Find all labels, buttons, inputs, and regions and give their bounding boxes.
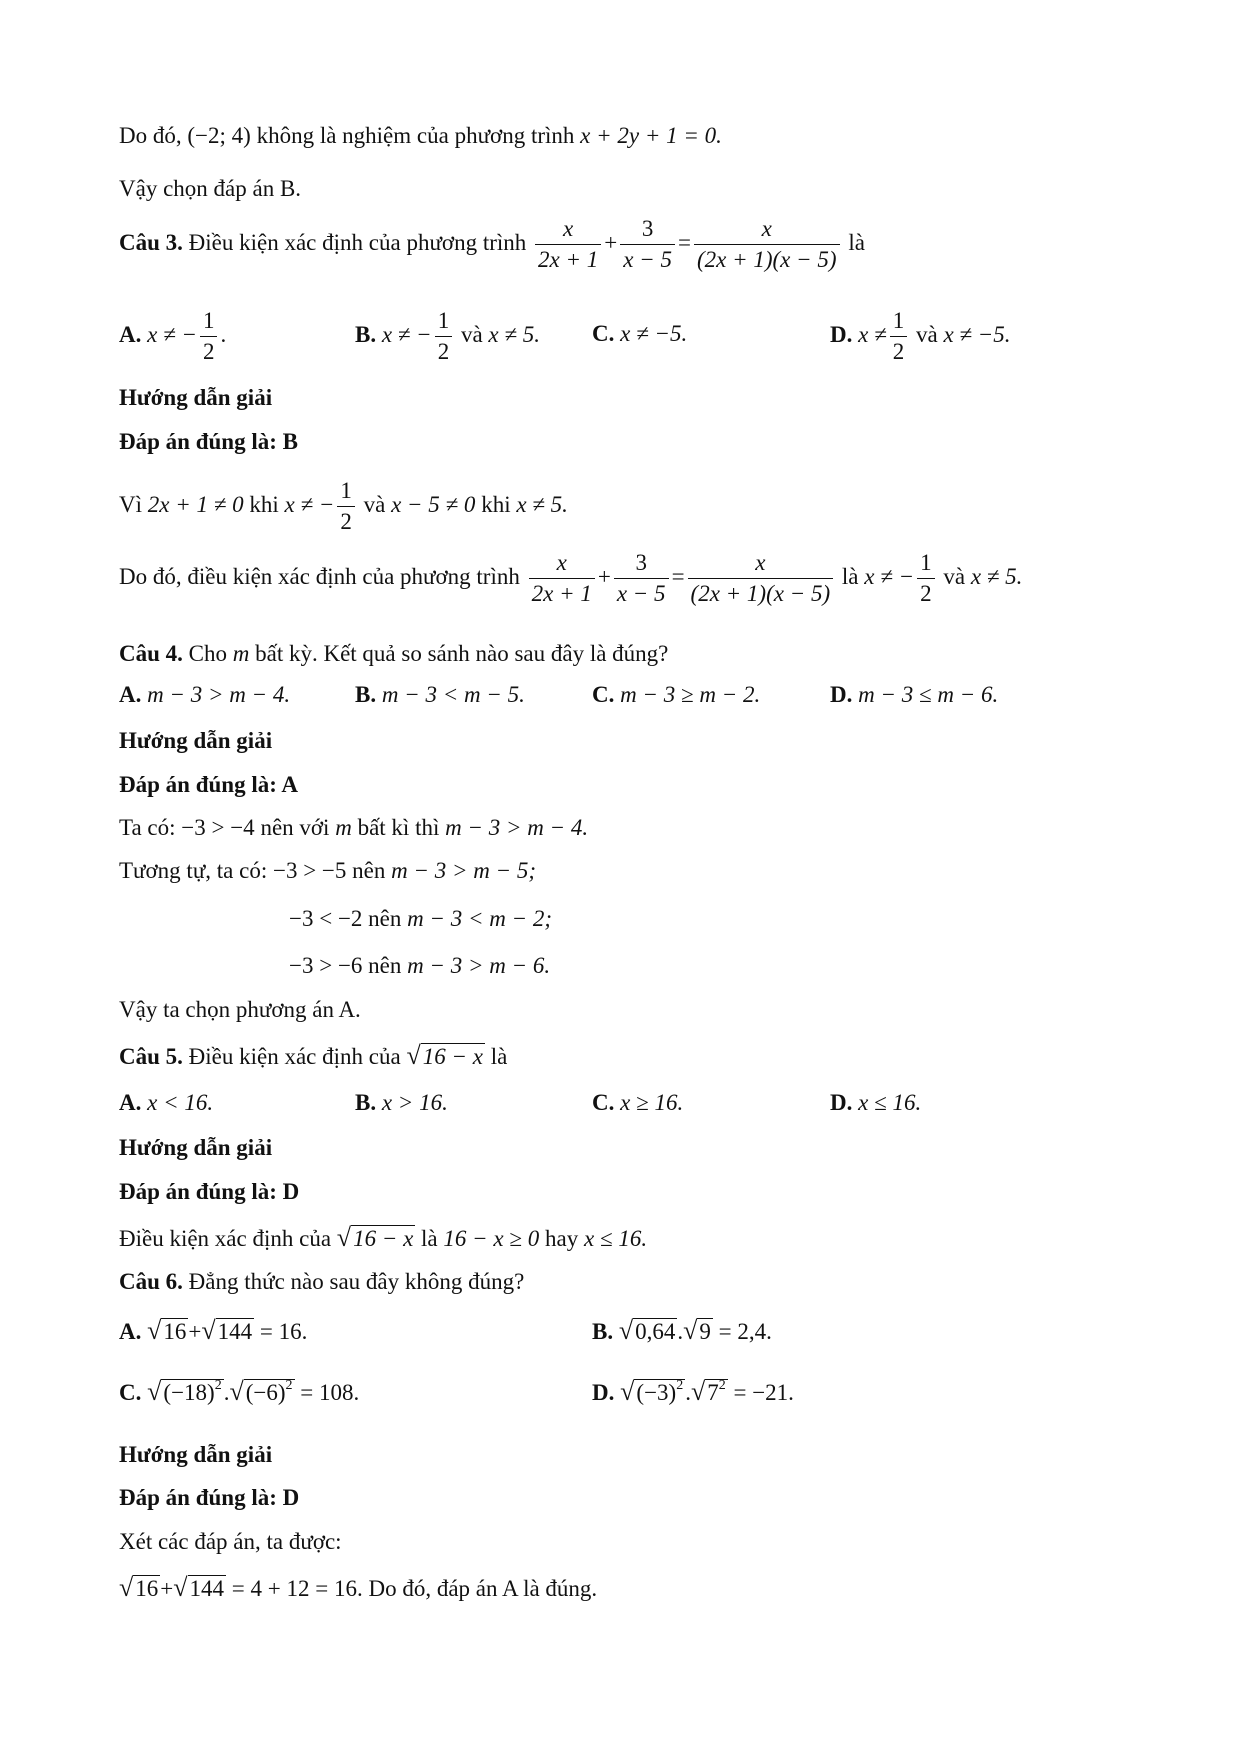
radicand: 144 [217,1319,253,1344]
math: m − 3 > m − 5; [391,858,537,883]
option-d [592,1377,794,1407]
operator: + [160,1576,174,1601]
text: Điều kiện xác định của [188,1044,401,1069]
numerator: 3 [635,550,647,575]
math: m − 3 > m − 4. [147,682,291,707]
math: x > 16. [381,1090,448,1115]
fraction [688,548,834,609]
denominator: 2 [917,578,935,609]
fraction [917,548,935,609]
math: = 2,4. [718,1319,772,1344]
denominator: (2x + 1)(x − 5) [694,244,840,275]
solution-line [119,548,1022,609]
square-root: √9 [683,1316,711,1345]
option-c [592,321,687,347]
solution-line [119,476,568,537]
solution-line [119,1223,647,1254]
option-a [119,1316,307,1346]
math: x ≠ −5. [620,321,688,346]
numerator: 1 [920,550,932,575]
option-label: B. [355,1090,377,1115]
operator: . [685,1380,691,1405]
operator: + [604,229,618,255]
option-label: A. [119,1090,142,1115]
square-root: √144 [173,1573,225,1602]
math: = −21. [733,1380,794,1405]
question-label: Câu 4. [119,641,183,666]
option-label: D. [830,682,853,707]
math: 2x + 1 ≠ 0 [147,491,244,517]
option-d [830,682,998,708]
text: hay [545,1226,579,1251]
option-label: C. [119,1380,142,1405]
square-root: $√7^2$ [690,1377,726,1406]
text-line: Vậy ta chọn phương án A. [119,997,361,1022]
solution-line [119,813,588,843]
math: x ≤ 16. [858,1090,922,1115]
text: Ta có: [119,815,176,840]
option-a [119,306,226,367]
radicand: 16 − x [353,1226,414,1251]
numerator: 1 [437,308,450,333]
fraction [890,306,908,367]
text: không là nghiệm của phương trình [256,123,575,148]
operator: = [677,229,691,255]
math: x ≠ − [381,321,432,347]
numerator: x [556,550,567,575]
option-b [355,1090,448,1116]
answer-line: Đáp án đúng là: D [119,1179,300,1204]
math: −3 < −2 [289,906,363,931]
option-label: D. [830,321,853,347]
denominator: x − 5 [620,244,675,275]
math: m [335,815,352,840]
numerator: 1 [202,308,215,333]
math: m − 3 < m − 2; [407,906,553,931]
denominator: 2 [337,506,355,537]
math: x ≠ 5. [488,321,541,347]
math: −3 > −5 [272,858,347,883]
option-b [592,1316,772,1346]
numerator: x [563,216,574,241]
text: Tương tự, ta có: [119,858,268,883]
radicand: 0,64 [635,1319,676,1344]
fraction [620,214,675,275]
square-root: √0,64 [618,1316,676,1345]
fraction [435,306,453,367]
option-label: C. [592,1090,615,1115]
operator: . [223,1380,230,1405]
text: Điều kiện xác định của [119,1226,332,1251]
text: là [421,1226,438,1251]
numerator: 1 [340,478,352,503]
numerator: 3 [641,216,654,241]
math: x ≠ − [147,321,197,347]
radicand: (−18) [163,1380,215,1405]
option-label: A. [119,682,142,707]
operator: + [597,563,611,589]
option-label: C. [592,682,615,707]
solution-heading: Hướng dẫn giải [119,385,273,410]
math: m − 3 > m − 6. [407,953,551,978]
math: x < 16. [147,1090,214,1115]
math: x ≥ 16. [620,1090,684,1115]
square-root: √16 [119,1573,159,1602]
question-label: Câu 5. [119,1044,183,1069]
math: −3 > −4 [181,815,255,840]
option-a [119,1090,213,1116]
text: Cho [188,641,227,666]
square-root: √144 [201,1316,253,1345]
math: m − 3 ≥ m − 2. [620,682,761,707]
option-label: C. [592,321,615,346]
answer-line: Đáp án đúng là: D [119,1485,300,1510]
square-root: $√(-6)^2$ [229,1377,293,1406]
math: x ≠ 5. [970,563,1023,589]
fraction [535,214,601,275]
text: nên với [260,815,330,840]
radicand: 16 − x [422,1044,483,1069]
text: là [490,1044,508,1069]
math: x ≠ −5. [943,321,1011,347]
option-c [592,1090,683,1116]
text: khi [481,491,511,517]
text: nên [368,906,402,931]
question-5 [119,1041,507,1072]
denominator: (2x + 1)(x − 5) [688,578,834,609]
option-label: D. [592,1380,615,1405]
numerator: 1 [892,308,905,333]
math: x − 5 ≠ 0 [391,491,476,517]
solution-heading: Hướng dẫn giải [119,1135,273,1160]
solution-line [119,856,536,886]
math: = 108. [300,1380,360,1405]
option-b [355,306,540,367]
option-label: A. [119,1319,142,1344]
math: x + 2y + 1 = 0. [580,123,722,148]
text: nên [368,953,402,978]
radicand: 9 [699,1319,711,1344]
math: x ≠ [858,321,887,347]
option-label: B. [355,321,377,347]
operator: + [188,1319,202,1344]
question-label: Câu 3. [119,229,183,255]
option-label: A. [119,321,142,347]
text: Do đó, [119,123,182,148]
question-text: Đẳng thức nào sau đây không đúng? [188,1269,525,1294]
fraction [529,548,595,609]
numerator: x [755,550,766,575]
math: x ≠ − [284,491,335,517]
math: = 16. [259,1319,308,1344]
question-text: Điều kiện xác định của phương trình [188,229,527,255]
square-root: √16 − x [406,1041,483,1070]
numerator: x [761,216,772,241]
question-4 [119,639,668,669]
question-label: Câu 6. [119,1269,183,1294]
text-line [119,121,722,151]
exponent: 2 [214,1378,222,1393]
radicand: 16 [163,1319,187,1344]
math: −3 > −6 [289,953,363,978]
radicand: (−3) [636,1380,677,1405]
text: và [460,321,483,347]
option-d [830,306,1011,367]
square-root: $√(-18)^2$ [147,1377,222,1406]
denominator: 2 [890,336,908,367]
exponent: 2 [676,1378,684,1393]
option-label: B. [592,1319,614,1344]
text: nên [352,858,386,883]
answer-line: Đáp án đúng là: A [119,772,298,797]
option-c [592,682,760,708]
math: m − 3 < m − 5. [381,682,525,707]
exponent: 2 [285,1378,293,1393]
text: Vì [119,491,142,517]
text: và [943,563,966,589]
radicand: 16 [135,1576,159,1601]
radicand: 7 [707,1380,719,1405]
square-root: √16 − x [336,1223,414,1252]
solution-heading: Hướng dẫn giải [119,728,273,753]
text: Do đó, đáp án A là đúng. [368,1576,598,1601]
option-label: B. [355,682,377,707]
denominator: 2 [435,336,453,367]
fraction [200,306,218,367]
math: x ≤ 16. [583,1226,648,1251]
operator: . [677,1319,684,1344]
text-line: Vậy chọn đáp án B. [119,176,302,201]
text: là [841,563,859,589]
denominator: 2 [200,336,218,367]
text: khi [249,491,279,517]
square-root: √16 [147,1316,187,1345]
fraction [337,476,355,537]
option-b [355,682,525,708]
math: m − 3 > m − 4. [445,815,589,840]
radicand: 144 [189,1576,225,1601]
option-a [119,682,290,708]
option-d [830,1090,921,1116]
text-line: Xét các đáp án, ta được: [119,1529,342,1554]
exponent: 2 [718,1378,726,1393]
solution-line [289,951,550,981]
denominator: x − 5 [614,578,669,609]
solution-heading: Hướng dẫn giải [119,1442,273,1467]
solution-line [289,904,552,934]
operator: = [671,563,685,589]
answer-line: Đáp án đúng là: B [119,429,298,454]
text: và [363,491,386,517]
denominator: 2x + 1 [529,578,595,609]
square-root: $√(-3)^2$ [620,1377,684,1406]
math: m [232,641,250,666]
text: là [848,229,865,255]
math: x ≠ − [864,563,915,589]
text: và [915,321,938,347]
fraction [614,548,669,609]
option-c [119,1377,359,1407]
question-6 [119,1267,524,1297]
math: m − 3 ≤ m − 6. [858,682,999,707]
math: = 4 + 12 = 16. [231,1576,363,1601]
text: bất kỳ. Kết quả so sánh nào sau đây là đúng? [255,641,669,666]
text: bất kì thì [357,815,440,840]
question-3 [119,214,865,275]
math: 16 − x ≥ 0 [443,1226,540,1251]
math: (−2; 4) [187,123,251,148]
denominator: 2x + 1 [535,244,601,275]
solution-line [119,1573,597,1604]
radicand: (−6) [245,1380,286,1405]
punct: . [220,321,227,347]
text: Do đó, điều kiện xác định của phương trình [119,563,520,589]
fraction [694,214,840,275]
option-label: D. [830,1090,853,1115]
math: x ≠ 5. [516,491,568,517]
